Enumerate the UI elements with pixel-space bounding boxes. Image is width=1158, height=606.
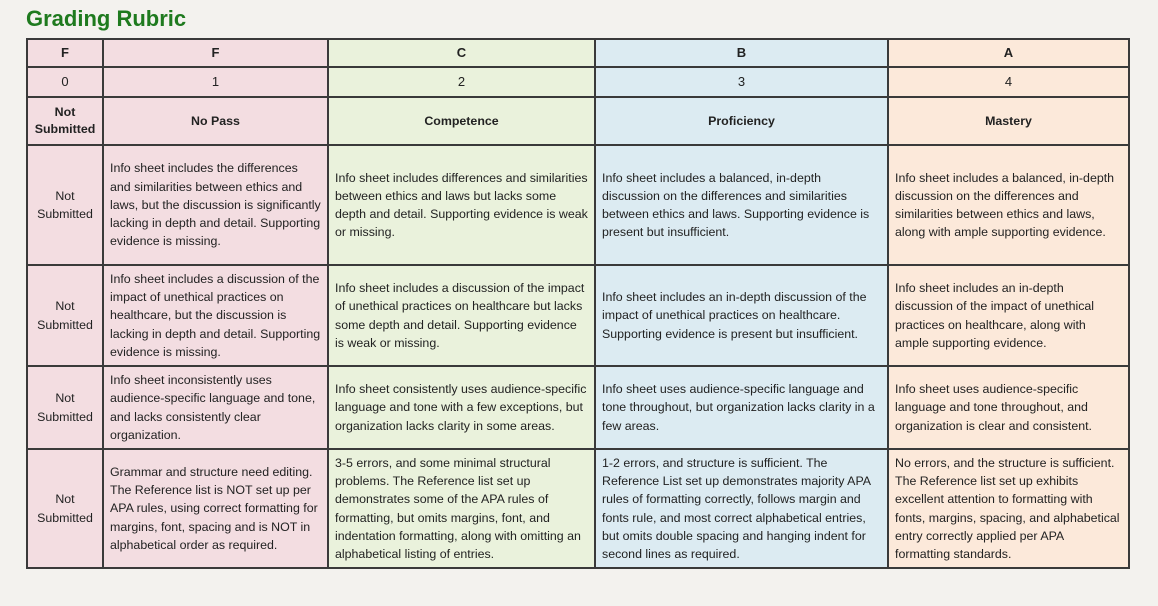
grade-header-cell: C xyxy=(328,39,595,67)
rubric-table xyxy=(26,38,1130,569)
proficiency-cell: Info sheet includes an in-depth discussion of the impact of unethical practices on healthcare. Supporting evidence is present but insufficient. xyxy=(595,265,888,366)
score-cell: 2 xyxy=(328,67,595,97)
mastery-cell: No errors, and the structure is sufficient. The Reference list set up exhibits excellent attention to formatting with fonts, margins, spacing, and alphabetical entry correctly applied per APA formatting standards. xyxy=(888,449,1129,568)
not-submitted-cell: Not Submitted xyxy=(27,265,103,366)
score-cell: 0 xyxy=(27,67,103,97)
proficiency-cell: Info sheet includes a balanced, in-depth discussion on the differences and similarities between ethics and laws. Supporting evidence is present but insufficient. xyxy=(595,145,888,265)
no-pass-cell: Grammar and structure need editing. The Reference list is NOT set up per APA rules, using correct formatting for margins, font, spacing and is NOT in alphabetical order as required. xyxy=(103,449,328,568)
proficiency-cell: Info sheet uses audience-specific language and tone throughout, but organization lacks clarity in a few areas. xyxy=(595,366,888,449)
level-cell: Competence xyxy=(328,97,595,145)
criterion-row xyxy=(27,265,1129,366)
competence-cell: Info sheet includes differences and similarities between ethics and laws but lacks some depth and detail. Supporting evidence is weak or missing. xyxy=(328,145,595,265)
grade-header-cell: F xyxy=(27,39,103,67)
score-cell: 1 xyxy=(103,67,328,97)
proficiency-cell: 1-2 errors, and structure is sufficient. The Reference List set up demonstrates majority APA rules of formatting correctly, follows margin and fonts rule, and most correct alphabetical entries, but omits double spacing and hanging indent for second lines as required. xyxy=(595,449,888,568)
competence-cell: 3-5 errors, and some minimal structural problems. The Reference list set up demonstrates some of the APA rules of formatting, but omits margins, font, and indentation formatting, along with omitting an alphabetical listing of entries. xyxy=(328,449,595,568)
level-cell: Not Submitted xyxy=(27,97,103,145)
grade-header-row xyxy=(27,39,1129,67)
level-row xyxy=(27,97,1129,145)
mastery-cell: Info sheet uses audience-specific language and tone throughout, and organization is clear and consistent. xyxy=(888,366,1129,449)
score-cell: 4 xyxy=(888,67,1129,97)
score-row xyxy=(27,67,1129,97)
grade-header-cell: F xyxy=(103,39,328,67)
criterion-row xyxy=(27,366,1129,449)
mastery-cell: Info sheet includes a balanced, in-depth discussion on the differences and similarities between ethics and laws, along with ample supporting evidence. xyxy=(888,145,1129,265)
level-cell: Mastery xyxy=(888,97,1129,145)
no-pass-cell: Info sheet includes the differences and similarities between ethics and laws, but the discussion is significantly lacking in depth and detail. Supporting evidence is missing. xyxy=(103,145,328,265)
criterion-row xyxy=(27,449,1129,568)
score-cell: 3 xyxy=(595,67,888,97)
not-submitted-cell: Not Submitted xyxy=(27,145,103,265)
not-submitted-cell: Not Submitted xyxy=(27,366,103,449)
criterion-row xyxy=(27,145,1129,265)
not-submitted-cell: Not Submitted xyxy=(27,449,103,568)
competence-cell: Info sheet includes a discussion of the impact of unethical practices on healthcare but lacks some depth and detail. Supporting evidence is weak or missing. xyxy=(328,265,595,366)
grade-header-cell: B xyxy=(595,39,888,67)
mastery-cell: Info sheet includes an in-depth discussion of the impact of unethical practices on healthcare, along with ample supporting evidence. xyxy=(888,265,1129,366)
level-cell: No Pass xyxy=(103,97,328,145)
no-pass-cell: Info sheet inconsistently uses audience-specific language and tone, and lacks consistently clear organization. xyxy=(103,366,328,449)
no-pass-cell: Info sheet includes a discussion of the impact of unethical practices on healthcare, but the discussion is lacking in depth and detail. Supporting evidence is missing. xyxy=(103,265,328,366)
grade-header-cell: A xyxy=(888,39,1129,67)
competence-cell: Info sheet consistently uses audience-specific language and tone with a few exceptions, but organization lacks clarity in some areas. xyxy=(328,366,595,449)
level-cell: Proficiency xyxy=(595,97,888,145)
page-title: Grading Rubric xyxy=(26,6,187,31)
